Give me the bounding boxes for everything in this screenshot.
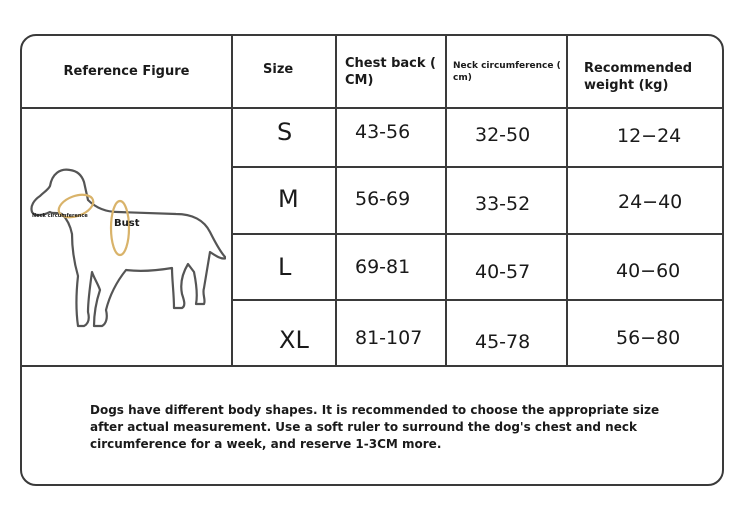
weight-cell: 40−60 — [616, 260, 681, 282]
header-recommended-weight: Recommended weight (kg) — [584, 60, 693, 93]
chest-cell: 43-56 — [355, 121, 411, 143]
neck-cell: 33-52 — [475, 193, 531, 215]
size-cell: M — [278, 185, 299, 213]
size-cell: L — [278, 253, 292, 281]
measurement-note: Dogs have different body shapes. It is recommended to choose the appropriate size after actual measurement. Use a soft ruler to surround the dog's chest and neck circumference for a week, and reserve 1-3CM more. — [90, 403, 660, 451]
neck-cell: 32-50 — [475, 123, 531, 146]
neck-circumference-label: Neck circumference — [32, 213, 88, 219]
size-cell: S — [277, 118, 293, 146]
neck-cell: 40-57 — [475, 261, 531, 283]
weight-cell: 12−24 — [617, 124, 682, 147]
header-size: Size — [263, 61, 294, 77]
weight-cell: 56−80 — [616, 327, 681, 349]
chest-cell: 56-69 — [355, 188, 411, 210]
header-reference-figure: Reference Figure — [63, 64, 190, 79]
chest-cell: 69-81 — [355, 256, 411, 278]
header-neck-circumference: Neck circumference ( cm) — [453, 60, 561, 83]
dog-outline — [31, 170, 226, 326]
size-cell: XL — [279, 326, 309, 354]
header-chest-back: Chest back ( CM) — [345, 55, 436, 88]
chest-cell: 81-107 — [355, 327, 423, 349]
weight-cell: 24−40 — [618, 191, 683, 213]
bust-label: Bust — [114, 218, 140, 229]
neck-cell: 45-78 — [475, 331, 531, 353]
dog-silhouette-figure — [26, 154, 226, 334]
size-chart-card — [20, 34, 724, 486]
